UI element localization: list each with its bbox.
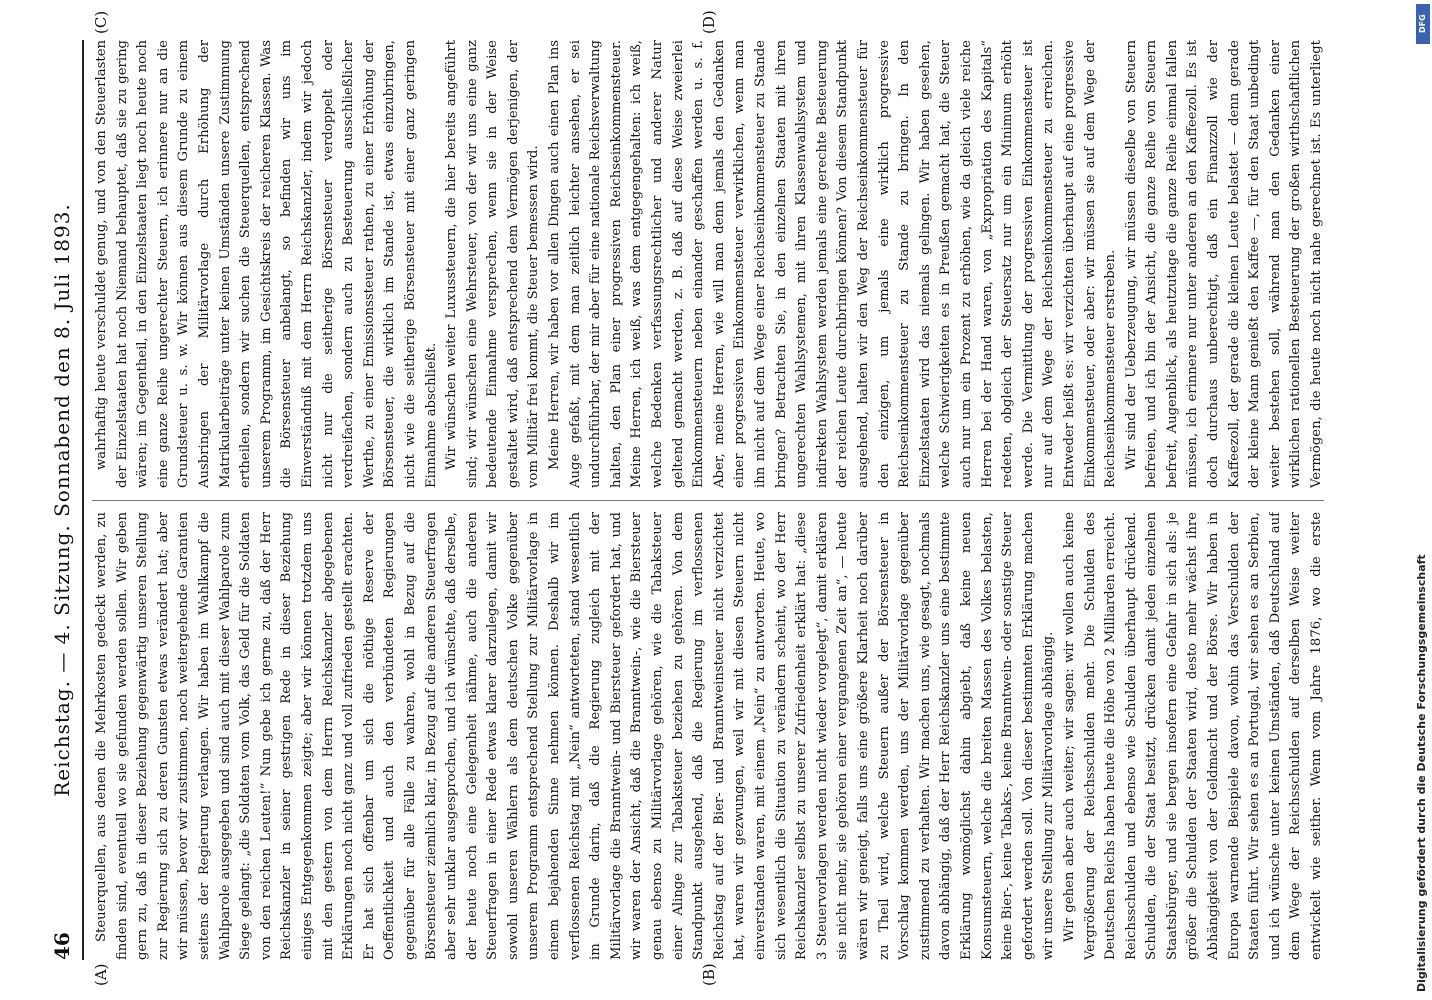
margin-marker-a: (A) [92,963,110,986]
paragraph: wahrhaftig heute verschuldet genug, und von den Steuerlasten der Einzelstaaten hat noch Niemand behauptet, daß sie zu gering wären; im Gegentheil, in den Einzelstaaten liegt noch heute noch eine ganze Reihe ungerechter Steuern, ich erinnere nur an die Grundsteuer u. s. w. Wir können aus diesem Grunde zu einem Ausbringen der Militärvorlage durch Erhöhung der Matrikularbeiträge unter keinen Umständen unsere Zustimmung ertheilen, sondern wir suchen die Steuerquellen, entsprechend unserem Programm, im Gesichtskreis der reicheren Klassen. Was die Börsensteuer anbelangt, so befinden wir uns im Einverständniß mit dem Herrn Reichskanzler, indem wir jedoch nicht nur die seitherige Börsensteuer verdoppelt oder verdreifachen, sondern auch zu Besteuerung ausschließlicher Werthe, zu einer Emissionssteuer rathen, zu einer Erhöhung der Börsensteuer, die wirklich im Stande ist, etwas einzubringen, nicht wie die seitherige Börsensteuer mit einer ganz geringen Einnahme abschließt. [94,40,439,488]
running-title: Reichstag. — 4. Sitzung. Sonnabend den 8. Juli 1893. [50,203,74,797]
column-divider [92,500,1324,501]
left-column [92,512,1324,960]
header-rule [82,40,84,960]
margin-marker-b: (B) [700,963,718,986]
page-number: 46 [50,932,74,960]
right-column [92,40,1324,488]
margin-marker-d: (D) [700,10,718,34]
paragraph: Steuerquellen, aus denen die Mehrkosten gedeckt werden, zu finden sind, eventuell wo sie gefunden werden sollen. Wir geben gern zu, daß in dieser Beziehung gegenwärtig unseren Stellung zur Regierung sich zu deren Gunsten etwas verändert hat; aber wir müssen, bevor wir zustimmen, noch weitergehende Garantien seitens der Regierung verlangen. Wir haben im Wahlkampf die Wahlparole ausgegeben und sind auch mit dieser Wahlparole zum Siege gelangt: „die Soldaten vom Volk, das Geld für die Soldaten von den reichen Leuten!“ Nun gebe ich gerne zu, daß der Herr Reichskanzler in seiner gestrigen Rede in dieser Beziehung einiges Entgegenkommen zeigte; aber wir können trotzdem uns mit den gestern von dem Herrn Reichskanzler abgegebenen Erklärungen noch nicht ganz und voll zufrieden gestellt erachten. Er hat sich offenbar um sich die nöthige Reserve der Oeffentlichkeit und auch den verbündeten Regierungen gegenüber für alle Fälle zu wahren, wohl in Bezug auf die Börsensteuer ziemlich klar, in Bezug auf die anderen Steuerfragen aber sehr unklar ausgesprochen, und ich wünschte, daß derselbe, der heute noch eine Gelegenheit nähme, auch die anderen Steuerfragen in einer Rede etwas klarer darzulegen, damit wir sowohl unseren Wählern als dem deutschen Volke gegenüber unserem Programm entsprechend Stellung zur Militärvorlage in einem bejahenden Sinne nehmen können. Deshalb wir im verflossenen Reichstag mit „Nein“ antworteten, stand wesentlich im Grunde darin, daß die Regierung zugleich mit der Militärvorlage die Branntwein- und Biersteuer gefordert hat, und wir waren der Ansicht, daß die Branntwein-, wie die Biersteuer genau ebenso zu Militärvorlage gehören, wie die Tabaksteuer einer Alinge zur Tabaksteuer beziehen zu gehören. Von dem Standpunkt ausgehend, daß die Regierung im verflossenen Reichstag auf der Bier- und Branntweinsteuer nicht verzichtet hat, waren wir gezwungen, weil wir mit diesen Steuern nicht einverstanden waren, mit einem „Nein“ zu antworten. Heute, wo sich wesentlich die Situation zu verändern scheint, wo der Herr Reichskanzler selbst zu unserer Zufriedenheit erklärt hat: „diese 3 Steuervorlagen werden nicht wieder vorgelegt“, damit erklären sie nicht mehr, sie gehören einer vergangenen Zeit an“, — heute wären wir geneigt, falls uns eine größere Klarheit noch darüber zu Theil wird, welche Steuern außer der Börsensteuer in Vorschlag kommen werden, uns der Militärvorlage gegenüber zustimmend zu verhalten. Wir machen uns, wie gesagt, nochmals davon abhängig, daß der Herr Reichskanzler uns eine bestimmte Erklärung womöglichst dahin abgiebt, daß keine neuen Konsumsteuern, welche die breiten Massen des Volkes belasten, keine Bier-, keine Tabaks-, keine Branntwein- oder sonstige Steuer gefordert werden soll. Von dieser bestimmten Erklärung machen wir unsere Stellung zur Militärvorlage abhängig. [94,512,1057,960]
digitization-credit [1414,0,1432,1000]
paragraph: Meine Herren, wir haben vor allen Dingen auch einen Plan ins Auge gefaßt, mit dem man zeitlich leichter ansehen, er sei undurchführbar, der mir aber für eine nationale Reichsverwaltung halten, den Plan einer progressiven Reichseinkommensteuer. Meine Herren, ich weiß, was dem entgegengehalten: ich weiß, welche Bedenken verfassungsrechtlicher und anderer Natur geltend gemacht werden, z. B. daß auf diese Weise zweierlei Einkommensteuern neben einander geschaffen werden u. s. f. Aber, meine Herren, wie will man denn jemals den Gedanken einer progressiven Einkommensteuer verwirklichen, wenn man ihn nicht auf dem Wege einer Reichseinkommensteuer zu Stande bringen? Betrachten Sie, in den einzelnen Staaten mit ihren ungerechten Wahlsystemen, mit ihren Klassenwahlsystem und indirekten Wahlsystem werden jemals eine gerechte Besteuerung der reichen Leute durchbringen können? Von diesem Standpunkt ausgehend, halten wir den Weg der Reichseinkommensteuer für den einzigen, um jemals eine wirklich progressive Reichseinkommensteuer zu Stande zu bringen. In den Einzelstaaten wird das niemals gelingen. Wir haben gesehen, welche Schwierigkeiten es in Preußen gemacht hat, die Steuer auch nur um ein Prozent zu erhöhen, wie da gleich viele reiche Herren bei der Hand waren, von „Expropriation des Kapitals“ redeten, obgleich der Steuersatz nur um ein Minimum erhöht werde. Die Vermittlung der progressiven Einkommensteuer ist nur auf dem Wege der Reichseinkommensteuer zu erreichen. Entweder heißt es: wir verzichten überhaupt auf eine progressive Einkommensteuer, oder aber: wir müssen sie auf dem Wege der Reichseinkommensteuer erstreben. [547,40,1119,488]
dfg-logo: DFG [1416,4,1430,44]
page-header [50,40,80,960]
credit-text: Digitalisierung gefördert durch die Deutsche Forschungsgemeinschaft [1415,554,1428,992]
paragraph: Wir sind der Ueberzeugung, wir müssen dieselbe von Steuern befreien, und ich bin der Ansicht, die ganze Reihe von Steuern befreit, Augenblick, als heutzutage die ganze Reihe einmal fallen müssen, ich erinnere nur unter anderen an den Kaffeezoll. Es ist doch durchaus unberechtigt, daß ein Finanzzoll wie der Kaffeezoll, der gerade die kleinen Leute belastet — denn gerade der kleine Mann genießt den Kaffee —, für den Staat unbedingt weiter bestehen soll, während man den Gedanken einer wirklichen rationellen Besteuerung der großen wirthschaftlichen Vermögen, die heute noch nicht nahe gerechnet ist. Es unterliegt [1123,40,1324,488]
paragraph: Wir gehen aber auch weiter; wir sagen: wir wollen auch keine Vergrößerung der Reichsschulden mehr. Die Schulden des Deutschen Reichs haben heute die Höhe von 2 Milliarden erreicht. Reichsschulden und ebenso wie Schulden überhaupt drückend. Schulden, die der Staat besitzt, drücken damit jeden einzelnen Staatsbürger, und sie bergen insofern eine Gefahr in sich als: je größer die Schulden der Staaten wird, desto mehr wächst ihre Abhängigkeit von der Geldmacht und der Börse. Wir haben in Europa warnende Beispiele davon, wohin das Verschulden der Staaten führt. Wir sehen es an Portugal, wir sehen es an Serbien, und ich wünsche unter keinen Umständen, daß Deutschland auf dem Wege der Reichsschulden auf derselben Weise weiter entwickelt wie seither. Wenn vom Jahre 1876, wo die erste [1061,512,1324,960]
margin-marker-c: (C) [92,10,110,34]
paragraph: Wir wünschen weiter Luxussteuern, die hier bereits angeführt sind; wir wünschen eine Wehrsteuer, von der wir uns eine ganz bedeutende Einnahme versprechen, wenn sie in der Weise gestaltet wird, daß entsprechend dem Vermögen derjenigen, der vom Militär frei kommt, die Steuer bemessen wird. [444,40,542,488]
